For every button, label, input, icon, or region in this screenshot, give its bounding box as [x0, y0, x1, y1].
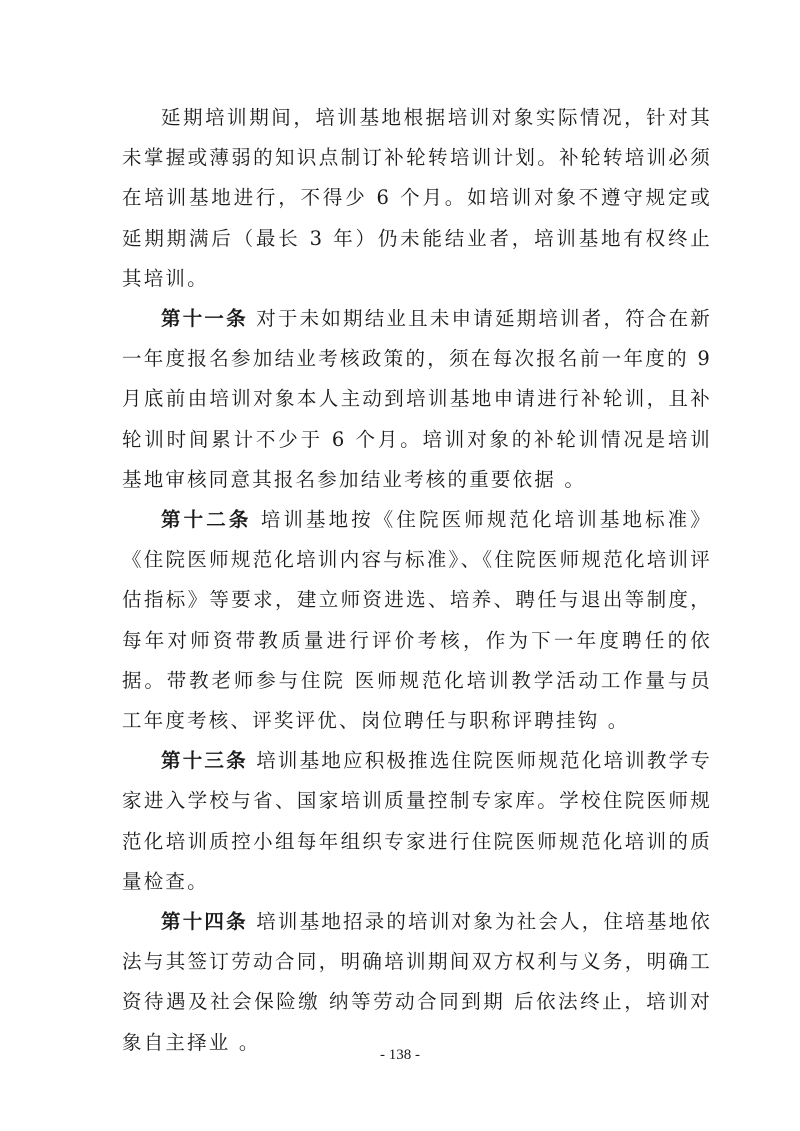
paragraph-article-11 [122, 299, 712, 500]
paragraph-text: 培训基地应积极推选住院医师规范化培训教学专家进入学校与省、国家培训质量控制专家库。学校住院医师规范化培训质控小组每年组织专家进行住院医师规范化培训的质量检查。 [122, 749, 712, 893]
article-heading: 第十一条 [161, 307, 248, 331]
article-heading: 第十三条 [161, 749, 248, 773]
paragraph-article-12 [122, 500, 712, 741]
article-heading: 第十四条 [161, 910, 248, 934]
page-number: - 138 - [380, 1047, 420, 1063]
paragraph-text: 培训基地按《住院医师规范化培训基地标准》《住院医师规范化培训内容与标准》、《住院医师规范化培训评估指标》等要求，建立师资进选、培养、聘任与退出等制度，每年对师资带教质量进行评价考核，作为下一年度聘任的依据。带教老师参与住院 医师规范化培训教学活动工作量与员工年度考核、评奖评优、岗位聘任与职称评聘挂钩 。 [122, 508, 712, 733]
paragraph-text: 培训基地招录的培训对象为社会人，住培基地依法与其签订劳动合同，明确培训期间双方权利与义务，明确工资待遇及社会保险缴 纳等劳动合同到期 后依法终止，培训对象自主择业 。 [122, 910, 712, 1054]
document-body [122, 98, 712, 1063]
paragraph-text: 延期培训期间，培训基地根据培训对象实际情况，针对其未掌握或薄弱的知识点制订补轮转培训计划。补轮转培训必须在培训基地进行，不得少 6 个月。如培训对象不遵守规定或延期期满后（最长 3 年）仍未能结业者，培训基地有权终止其培训。 [122, 106, 712, 290]
paragraph-text: 对于未如期结业且未申请延期培训者，符合在新一年度报名参加结业考核政策的，须在每次报名前一年度的 9 月底前由培训对象本人主动到培训基地申请进行补轮训，且补轮训时间累计不少于 6 个月。培训对象的补轮训情况是培训基地审核同意其报名参加结业考核的重要依据 。 [122, 307, 712, 491]
paragraph-article-14 [122, 902, 712, 1063]
paragraph-article-13 [122, 741, 712, 902]
paragraph-extension-training [122, 98, 712, 299]
article-heading: 第十二条 [161, 508, 252, 532]
